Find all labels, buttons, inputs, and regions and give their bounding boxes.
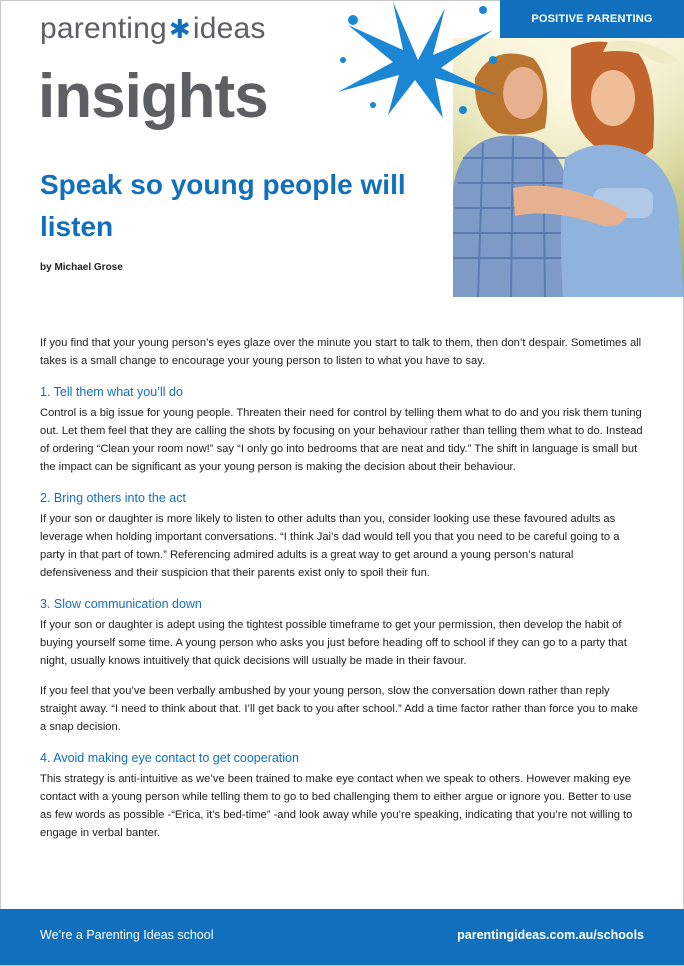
section-3-paragraph-2: If you feel that you’ve been verbally ambushed by your young person, slow the conversation down rather than reply straight away. “I need to think about that. I’ll get back to you after school.” Add a time factor rather than force you to make a snap decision. xyxy=(40,685,639,733)
section-heading-1: 1. Tell them what you’ll do xyxy=(40,385,183,399)
footer-school-text: We’re a Parenting Ideas school xyxy=(40,928,214,942)
page-footer xyxy=(0,909,684,965)
section-1-paragraph: Control is a big issue for young people. Threaten their need for control by telling them what to do and you risk them tuning out. Let them feel that they are calling the shots by focusing on your behaviour rather than telling them what to do. Instead of ordering “Clean your room now!” say “I only go into bedrooms that are neat and tidy.” The shift in language is small but the impact can be significant as your young person is making the decision about their behaviour. xyxy=(40,407,643,473)
logo-text-parenting: parenting xyxy=(40,12,167,45)
section-2-paragraph: If your son or daughter is more likely to listen to other adults than you, consider looking use these favoured adults as leverage when holding important conversations. “I think Jai’s dad would tell you that you need to be careful going to a party in that part of town.” Referencing admired adults is a great way to get around a young person’s natural defensiveness and their suspicion that their parents exist only to spoil their fun. xyxy=(40,513,620,579)
logo-text-ideas: ideas xyxy=(192,12,266,45)
article-title: Speak so young people will listen xyxy=(40,169,406,242)
ink-splash-decoration xyxy=(333,0,503,120)
article-body xyxy=(40,334,646,854)
asterisk-star-icon: ✱ xyxy=(168,14,191,44)
article-byline: by Michael Grose xyxy=(40,262,123,273)
category-badge: POSITIVE PARENTING xyxy=(500,0,684,38)
section-3-paragraph-1: If your son or daughter is adept using the tightest possible timeframe to get your permission, then develop the habit of buying yourself some time. A young person who asks you just before heading off to school if they can go to a party that night, usually knows intuitively that quick decisions will usually be made in their favour. xyxy=(40,619,627,667)
section-heading-4: 4. Avoid making eye contact to get cooperation xyxy=(40,751,299,765)
brand-logo xyxy=(40,14,266,44)
section-heading-3: 3. Slow communication down xyxy=(40,597,202,611)
intro-paragraph: If you find that your young person’s eyes glaze over the minute you start to talk to them, then don’t despair. Sometimes all takes is a small change to encourage your young person to listen to what you have to say. xyxy=(40,337,642,367)
footer-url-link[interactable]: parentingideas.com.au/schools xyxy=(457,928,644,942)
section-heading-2: 2. Bring others into the act xyxy=(40,491,186,505)
section-heading: insights xyxy=(38,62,268,131)
section-4-paragraph: This strategy is anti-intuitive as we’ve been trained to make eye contact when we speak to others. However making eye contact with a young person while telling them to go to bed challenging them to either argue or ignore you. Better to use as few words as possible -“Erica, it’s bed-time” -and look away while you’re speaking, indicating that you’re not willing to engage in verbal banter. xyxy=(40,773,633,839)
